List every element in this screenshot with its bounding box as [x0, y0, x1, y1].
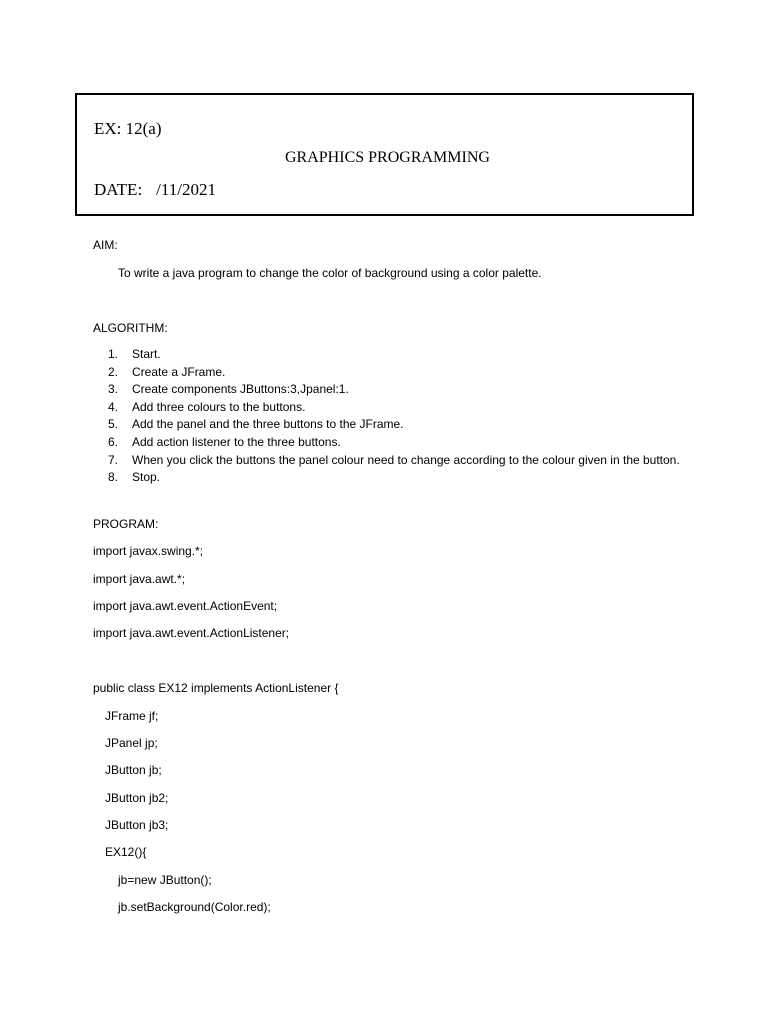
step-text: Add action listener to the three buttons. — [132, 434, 341, 449]
code-line: import java.awt.event.ActionEvent; — [93, 599, 278, 613]
code-line: jb=new JButton(); — [118, 873, 212, 887]
code-line: JButton jb; — [105, 763, 162, 777]
code-line: JButton jb3; — [105, 818, 169, 832]
step-number: 8. — [108, 470, 119, 485]
aim-text: To write a java program to change the color of background using a color palette. — [118, 266, 542, 280]
algorithm-step — [108, 346, 688, 364]
code-line: public class EX12 implements ActionListener { — [93, 681, 339, 695]
step-number: 5. — [108, 417, 119, 432]
code-line: JButton jb2; — [105, 791, 169, 805]
step-text: Add the panel and the three buttons to the JFrame. — [132, 417, 404, 432]
code-line: import java.awt.event.ActionListener; — [93, 626, 290, 640]
aim-heading: AIM: — [93, 238, 118, 252]
algorithm-heading: ALGORITHM: — [93, 321, 168, 335]
code-line: jb.setBackground(Color.red); — [118, 900, 271, 914]
algorithm-step — [108, 381, 688, 399]
algorithm-step — [108, 416, 688, 434]
algorithm-step — [108, 399, 688, 417]
step-text: Create components JButtons:3,Jpanel:1. — [132, 382, 349, 397]
step-number: 1. — [108, 347, 119, 361]
exercise-header-box — [75, 93, 694, 216]
date-line — [94, 180, 216, 200]
document-title: GRAPHICS PROGRAMMING — [285, 149, 490, 166]
step-text: When you click the buttons the panel colour need to change according to the colour given in the button. — [132, 452, 680, 467]
step-number: 6. — [108, 434, 119, 449]
code-line: import java.awt.*; — [93, 572, 186, 586]
step-text: Stop. — [132, 470, 161, 485]
program-heading: PROGRAM: — [93, 517, 159, 531]
step-number: 4. — [108, 399, 119, 414]
algorithm-step — [108, 364, 688, 382]
algorithm-step — [108, 469, 688, 487]
step-number: 3. — [108, 382, 119, 397]
code-line: import javax.swing.*; — [93, 544, 204, 558]
algorithm-step — [108, 452, 688, 470]
date-value: /11/2021 — [156, 180, 216, 199]
code-line: JPanel jp; — [105, 736, 158, 750]
exercise-number: EX: 12(a) — [94, 119, 162, 138]
step-text: Start. — [132, 347, 161, 361]
algorithm-steps — [108, 346, 688, 487]
step-number: 2. — [108, 364, 119, 379]
step-text: Create a JFrame. — [132, 364, 226, 379]
step-number: 7. — [108, 452, 119, 467]
step-text: Add three colours to the buttons. — [132, 399, 306, 414]
code-line: EX12(){ — [105, 845, 147, 859]
code-line: JFrame jf; — [105, 709, 159, 723]
algorithm-step — [108, 434, 688, 452]
date-label: DATE: — [94, 180, 143, 199]
